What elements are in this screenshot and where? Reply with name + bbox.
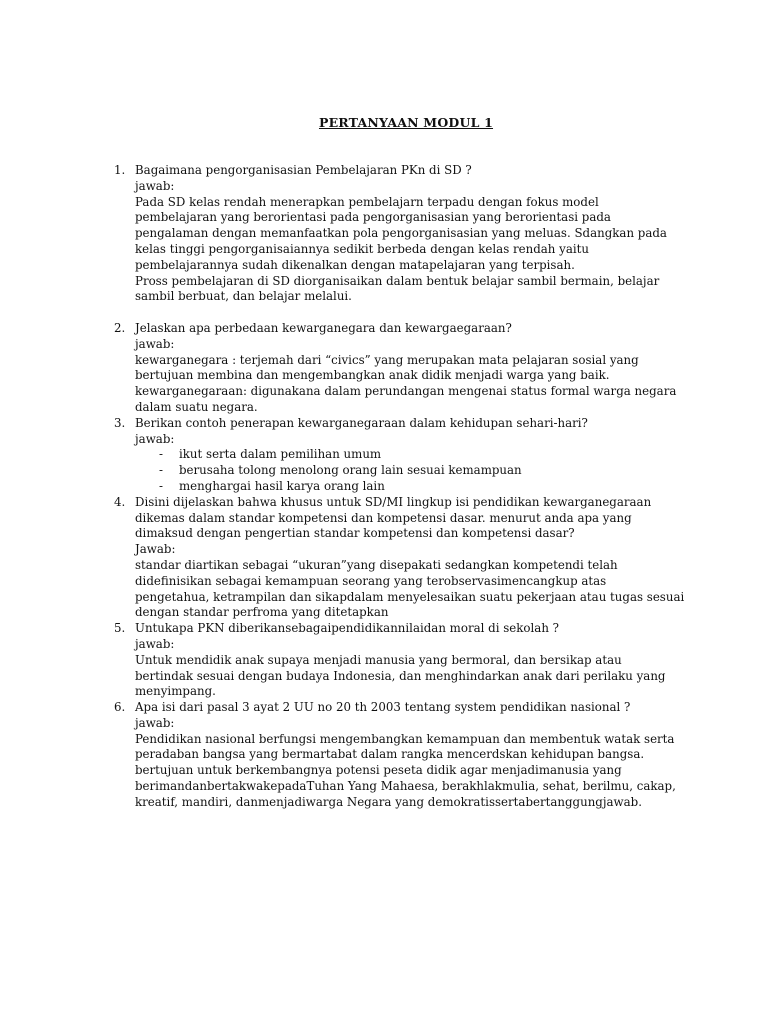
- question-text: Bagaimana pengorganisasian Pembelajaran PKn di SD ?: [135, 163, 472, 177]
- question-text: Disini dijelaskan bahwa khusus untuk SD/MI lingkup isi pendidikan kewarganegaraan: [135, 494, 652, 509]
- question-text: Untukapa PKN diberikansebagaipendidikannilaidan moral di sekolah ?: [135, 621, 560, 636]
- bullet-item: [135, 479, 684, 495]
- question-text: Jelaskan apa perbedaan kewarganegara dan kewargaegaraan?: [135, 320, 512, 335]
- answer-label: jawab:: [135, 431, 175, 446]
- answer-label: jawab:: [135, 178, 175, 193]
- question-number: 3.: [114, 415, 126, 430]
- dash-bullet-icon: -: [159, 463, 163, 478]
- answer-label: Jawab:: [135, 542, 176, 557]
- question-number: 6.: [114, 700, 126, 715]
- answer-line: standar diartikan sebagai “ukuran”yang disepakati sedangkan kompetendi telah: [135, 557, 618, 572]
- question-list: [114, 163, 684, 811]
- answer-line: Pada SD kelas rendah menerapkan pembelajarn terpadu dengan fokus model: [135, 194, 599, 209]
- bullet-text: ikut serta dalam pemilihan umum: [179, 447, 382, 462]
- answer-line: kewarganegara : terjemah dari “civics” yang merupakan mata pelajaran sosial yang: [135, 352, 639, 367]
- question-number: 4.: [114, 494, 126, 509]
- question-2: [114, 321, 684, 416]
- answer-line: Pross pembelajaran di SD diorganisaikan dalam bentuk belajar sambil bermain, belajar: [135, 273, 660, 288]
- question-text: dikemas dalam standar kompetensi dan kompetensi dasar. menurut anda apa yang: [135, 510, 632, 525]
- answer-bullet-list: [135, 447, 684, 494]
- answer-line: Pendidikan nasional berfungsi mengembangkan kemampuan dan membentuk watak serta: [135, 731, 675, 746]
- answer-line: didefinisikan sebagai kemampuan seorang yang terobservasimencangkup atas: [135, 573, 607, 588]
- answer-line: kreatif, mandiri, danmenjadiwarga Negara yang demokratissertabertanggungjawab.: [135, 794, 642, 809]
- answer-line: peradaban bangsa yang bermartabat dalam rangka mencerdskan kehidupan bangsa.: [135, 747, 645, 762]
- answer-line: bertindak sesuai dengan budaya Indonesia, dan menghindarkan anak dari perilaku yang: [135, 668, 666, 683]
- answer-line: dengan standar perfroma yang ditetapkan: [135, 605, 389, 620]
- answer-label: jawab:: [135, 636, 175, 651]
- question-number: 2.: [114, 320, 126, 335]
- answer-line: bertujuan untuk berkembangnya potensi peseta didik agar menjadimanusia yang: [135, 763, 622, 778]
- bullet-text: menghargai hasil karya orang lain: [179, 478, 385, 493]
- answer-line: kewarganegaraan: digunakana dalam perundangan mengenai status formal warga negara: [135, 384, 677, 399]
- dash-bullet-icon: -: [159, 447, 163, 462]
- question-4: [114, 495, 684, 621]
- answer-line: menyimpang.: [135, 684, 216, 699]
- question-6: [114, 700, 684, 811]
- answer-line: sambil berbuat, dan belajar melalui.: [135, 289, 352, 304]
- question-3: [114, 416, 684, 495]
- bullet-item: [135, 463, 684, 479]
- question-text: dimaksud dengan pengertian standar kompetensi dan kompetensi dasar?: [135, 526, 575, 541]
- question-1: [114, 163, 684, 305]
- answer-line: pembelajarannya sudah dikenalkan dengan matapelajaran yang terpisah.: [135, 257, 575, 272]
- question-number: 1.: [114, 163, 126, 177]
- dash-bullet-icon: -: [159, 478, 163, 493]
- answer-line: pengetahua, ketrampilan dan sikapdalam menyelesaikan suatu pekerjaan atau tugas sesuai: [135, 589, 685, 604]
- bullet-text: berusaha tolong menolong orang lain sesuai kemampuan: [179, 463, 522, 478]
- question-number: 5.: [114, 621, 126, 636]
- answer-line: berimandanbertakwakepadaTuhan Yang Mahaesa, berakhlakmulia, sehat, berilmu, cakap,: [135, 779, 676, 794]
- answer-label: jawab:: [135, 715, 175, 730]
- answer-line: bertujuan membina dan mengembangkan anak didik menjadi warga yang baik.: [135, 368, 610, 383]
- page-title: PERTANYAAN MODUL 1: [318, 115, 494, 130]
- question-text: Apa isi dari pasal 3 ayat 2 UU no 20 th 2003 tentang system pendidikan nasional ?: [135, 700, 631, 715]
- answer-line: Untuk mendidik anak supaya menjadi manusia yang bermoral, dan bersikap atau: [135, 652, 622, 667]
- answer-line: pengalaman dengan memanfaatkan pola pengorganisasian yang meluas. Sdangkan pada: [135, 226, 667, 241]
- answer-line: pembelajaran yang berorientasi pada pengorganisasian yang berorientasi pada: [135, 210, 611, 225]
- question-5: [114, 621, 684, 700]
- answer-line: dalam suatu negara.: [135, 399, 258, 414]
- answer-line: kelas tinggi pengorganisaiannya sedikit berbeda dengan kelas rendah yaitu: [135, 241, 589, 256]
- question-text: Berikan contoh penerapan kewarganegaraan dalam kehidupan sehari-hari?: [135, 415, 588, 430]
- bullet-item: [135, 447, 684, 463]
- answer-label: jawab:: [135, 336, 175, 351]
